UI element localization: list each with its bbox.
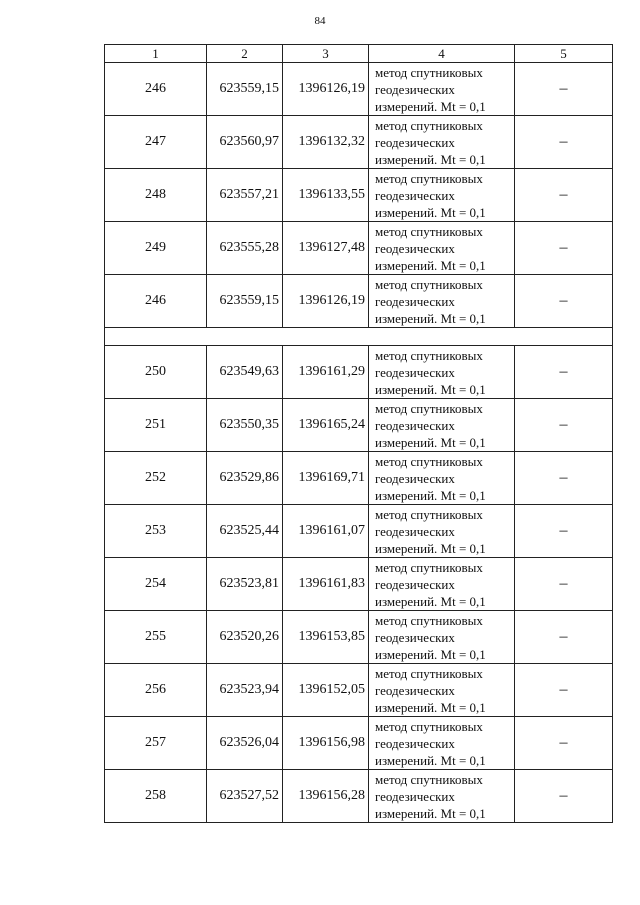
table-row: [105, 116, 613, 169]
y-coordinate-cell: 1396127,48: [283, 222, 369, 275]
point-number-cell: 255: [105, 611, 207, 664]
dash-cell: –: [515, 611, 613, 664]
y-coordinate-cell: 1396152,05: [283, 664, 369, 717]
x-coordinate-cell: 623523,81: [207, 558, 283, 611]
method-text-line: метод спутниковых: [375, 170, 483, 186]
separator-cell: [105, 328, 613, 346]
dash-cell: –: [515, 222, 613, 275]
dash-cell: –: [515, 169, 613, 222]
y-coordinate-cell: 1396126,19: [283, 275, 369, 328]
method-text-line: измерений. Mt = 0,1: [375, 805, 486, 821]
header-col-3: 3: [283, 45, 369, 63]
y-coordinate-cell: 1396161,07: [283, 505, 369, 558]
method-text-line: геодезических: [375, 240, 455, 256]
method-text-line: измерений. Mt = 0,1: [375, 257, 486, 273]
method-text-line: измерений. Mt = 0,1: [375, 151, 486, 167]
method-cell: [369, 452, 515, 505]
method-text-line: метод спутниковых: [375, 347, 483, 363]
x-coordinate-cell: 623559,15: [207, 63, 283, 116]
table-row: [105, 346, 613, 399]
header-row: [105, 45, 613, 63]
method-cell: [369, 664, 515, 717]
method-text-line: геодезических: [375, 417, 455, 433]
table-row: [105, 275, 613, 328]
x-coordinate-cell: 623549,63: [207, 346, 283, 399]
x-coordinate-cell: 623529,86: [207, 452, 283, 505]
point-number-cell: 253: [105, 505, 207, 558]
dash-cell: –: [515, 558, 613, 611]
table-row: [105, 222, 613, 275]
method-text-line: геодезических: [375, 682, 455, 698]
dash-cell: –: [515, 399, 613, 452]
table-row: [105, 611, 613, 664]
method-cell: [369, 346, 515, 399]
point-number-cell: 250: [105, 346, 207, 399]
method-text-line: измерений. Mt = 0,1: [375, 381, 486, 397]
x-coordinate-cell: 623525,44: [207, 505, 283, 558]
header-col-1: 1: [105, 45, 207, 63]
y-coordinate-cell: 1396169,71: [283, 452, 369, 505]
dash-cell: –: [515, 505, 613, 558]
point-number-cell: 246: [105, 275, 207, 328]
table-row: [105, 664, 613, 717]
method-text-line: геодезических: [375, 364, 455, 380]
method-text-line: измерений. Mt = 0,1: [375, 593, 486, 609]
point-number-cell: 249: [105, 222, 207, 275]
table-row: [105, 169, 613, 222]
table-row: [105, 452, 613, 505]
x-coordinate-cell: 623555,28: [207, 222, 283, 275]
method-cell: [369, 399, 515, 452]
method-text-line: метод спутниковых: [375, 771, 483, 787]
method-cell: [369, 116, 515, 169]
header-col-5: 5: [515, 45, 613, 63]
y-coordinate-cell: 1396156,28: [283, 770, 369, 823]
table-row: [105, 770, 613, 823]
y-coordinate-cell: 1396161,83: [283, 558, 369, 611]
separator-row: [105, 328, 613, 346]
point-number-cell: 252: [105, 452, 207, 505]
point-number-cell: 246: [105, 63, 207, 116]
dash-cell: –: [515, 346, 613, 399]
dash-cell: –: [515, 452, 613, 505]
dash-cell: –: [515, 770, 613, 823]
point-number-cell: 258: [105, 770, 207, 823]
y-coordinate-cell: 1396126,19: [283, 63, 369, 116]
method-text-line: измерений. Mt = 0,1: [375, 540, 486, 556]
method-text-line: метод спутниковых: [375, 276, 483, 292]
method-cell: [369, 222, 515, 275]
method-text-line: метод спутниковых: [375, 665, 483, 681]
method-text-line: измерений. Mt = 0,1: [375, 699, 486, 715]
coordinates-table: [104, 44, 613, 823]
method-cell: [369, 275, 515, 328]
method-text-line: геодезических: [375, 576, 455, 592]
method-text-line: метод спутниковых: [375, 117, 483, 133]
point-number-cell: 254: [105, 558, 207, 611]
dash-cell: –: [515, 717, 613, 770]
method-text-line: метод спутниковых: [375, 453, 483, 469]
table-row: [105, 717, 613, 770]
method-text-line: геодезических: [375, 470, 455, 486]
method-text-line: измерений. Mt = 0,1: [375, 487, 486, 503]
table-row: [105, 558, 613, 611]
method-text-line: измерений. Mt = 0,1: [375, 434, 486, 450]
method-text-line: геодезических: [375, 735, 455, 751]
method-cell: [369, 63, 515, 116]
table-row: [105, 399, 613, 452]
page-number: 84: [314, 15, 326, 27]
y-coordinate-cell: 1396165,24: [283, 399, 369, 452]
x-coordinate-cell: 623527,52: [207, 770, 283, 823]
method-text-line: геодезических: [375, 134, 455, 150]
y-coordinate-cell: 1396156,98: [283, 717, 369, 770]
dash-cell: –: [515, 116, 613, 169]
table-body: [105, 63, 613, 823]
method-text-line: геодезических: [375, 81, 455, 97]
x-coordinate-cell: 623520,26: [207, 611, 283, 664]
method-text-line: метод спутниковых: [375, 223, 483, 239]
y-coordinate-cell: 1396132,32: [283, 116, 369, 169]
y-coordinate-cell: 1396153,85: [283, 611, 369, 664]
method-cell: [369, 770, 515, 823]
y-coordinate-cell: 1396161,29: [283, 346, 369, 399]
method-cell: [369, 505, 515, 558]
point-number-cell: 257: [105, 717, 207, 770]
method-text-line: метод спутниковых: [375, 559, 483, 575]
method-cell: [369, 558, 515, 611]
dash-cell: –: [515, 664, 613, 717]
method-text-line: измерений. Mt = 0,1: [375, 310, 486, 326]
method-text-line: геодезических: [375, 788, 455, 804]
method-text-line: метод спутниковых: [375, 400, 483, 416]
method-text-line: геодезических: [375, 293, 455, 309]
dash-cell: –: [515, 275, 613, 328]
point-number-cell: 248: [105, 169, 207, 222]
method-text-line: метод спутниковых: [375, 506, 483, 522]
method-text-line: метод спутниковых: [375, 612, 483, 628]
method-text-line: измерений. Mt = 0,1: [375, 98, 486, 114]
method-text-line: измерений. Mt = 0,1: [375, 204, 486, 220]
method-cell: [369, 611, 515, 664]
x-coordinate-cell: 623526,04: [207, 717, 283, 770]
method-text-line: геодезических: [375, 523, 455, 539]
method-text-line: метод спутниковых: [375, 64, 483, 80]
method-text-line: геодезических: [375, 187, 455, 203]
dash-cell: –: [515, 63, 613, 116]
method-text-line: измерений. Mt = 0,1: [375, 646, 486, 662]
x-coordinate-cell: 623559,15: [207, 275, 283, 328]
table-row: [105, 63, 613, 116]
point-number-cell: 256: [105, 664, 207, 717]
method-cell: [369, 169, 515, 222]
y-coordinate-cell: 1396133,55: [283, 169, 369, 222]
method-text-line: измерений. Mt = 0,1: [375, 752, 486, 768]
header-col-4: 4: [369, 45, 515, 63]
x-coordinate-cell: 623560,97: [207, 116, 283, 169]
x-coordinate-cell: 623550,35: [207, 399, 283, 452]
point-number-cell: 247: [105, 116, 207, 169]
header-col-2: 2: [207, 45, 283, 63]
method-cell: [369, 717, 515, 770]
x-coordinate-cell: 623557,21: [207, 169, 283, 222]
table-row: [105, 505, 613, 558]
method-text-line: геодезических: [375, 629, 455, 645]
point-number-cell: 251: [105, 399, 207, 452]
x-coordinate-cell: 623523,94: [207, 664, 283, 717]
method-text-line: метод спутниковых: [375, 718, 483, 734]
